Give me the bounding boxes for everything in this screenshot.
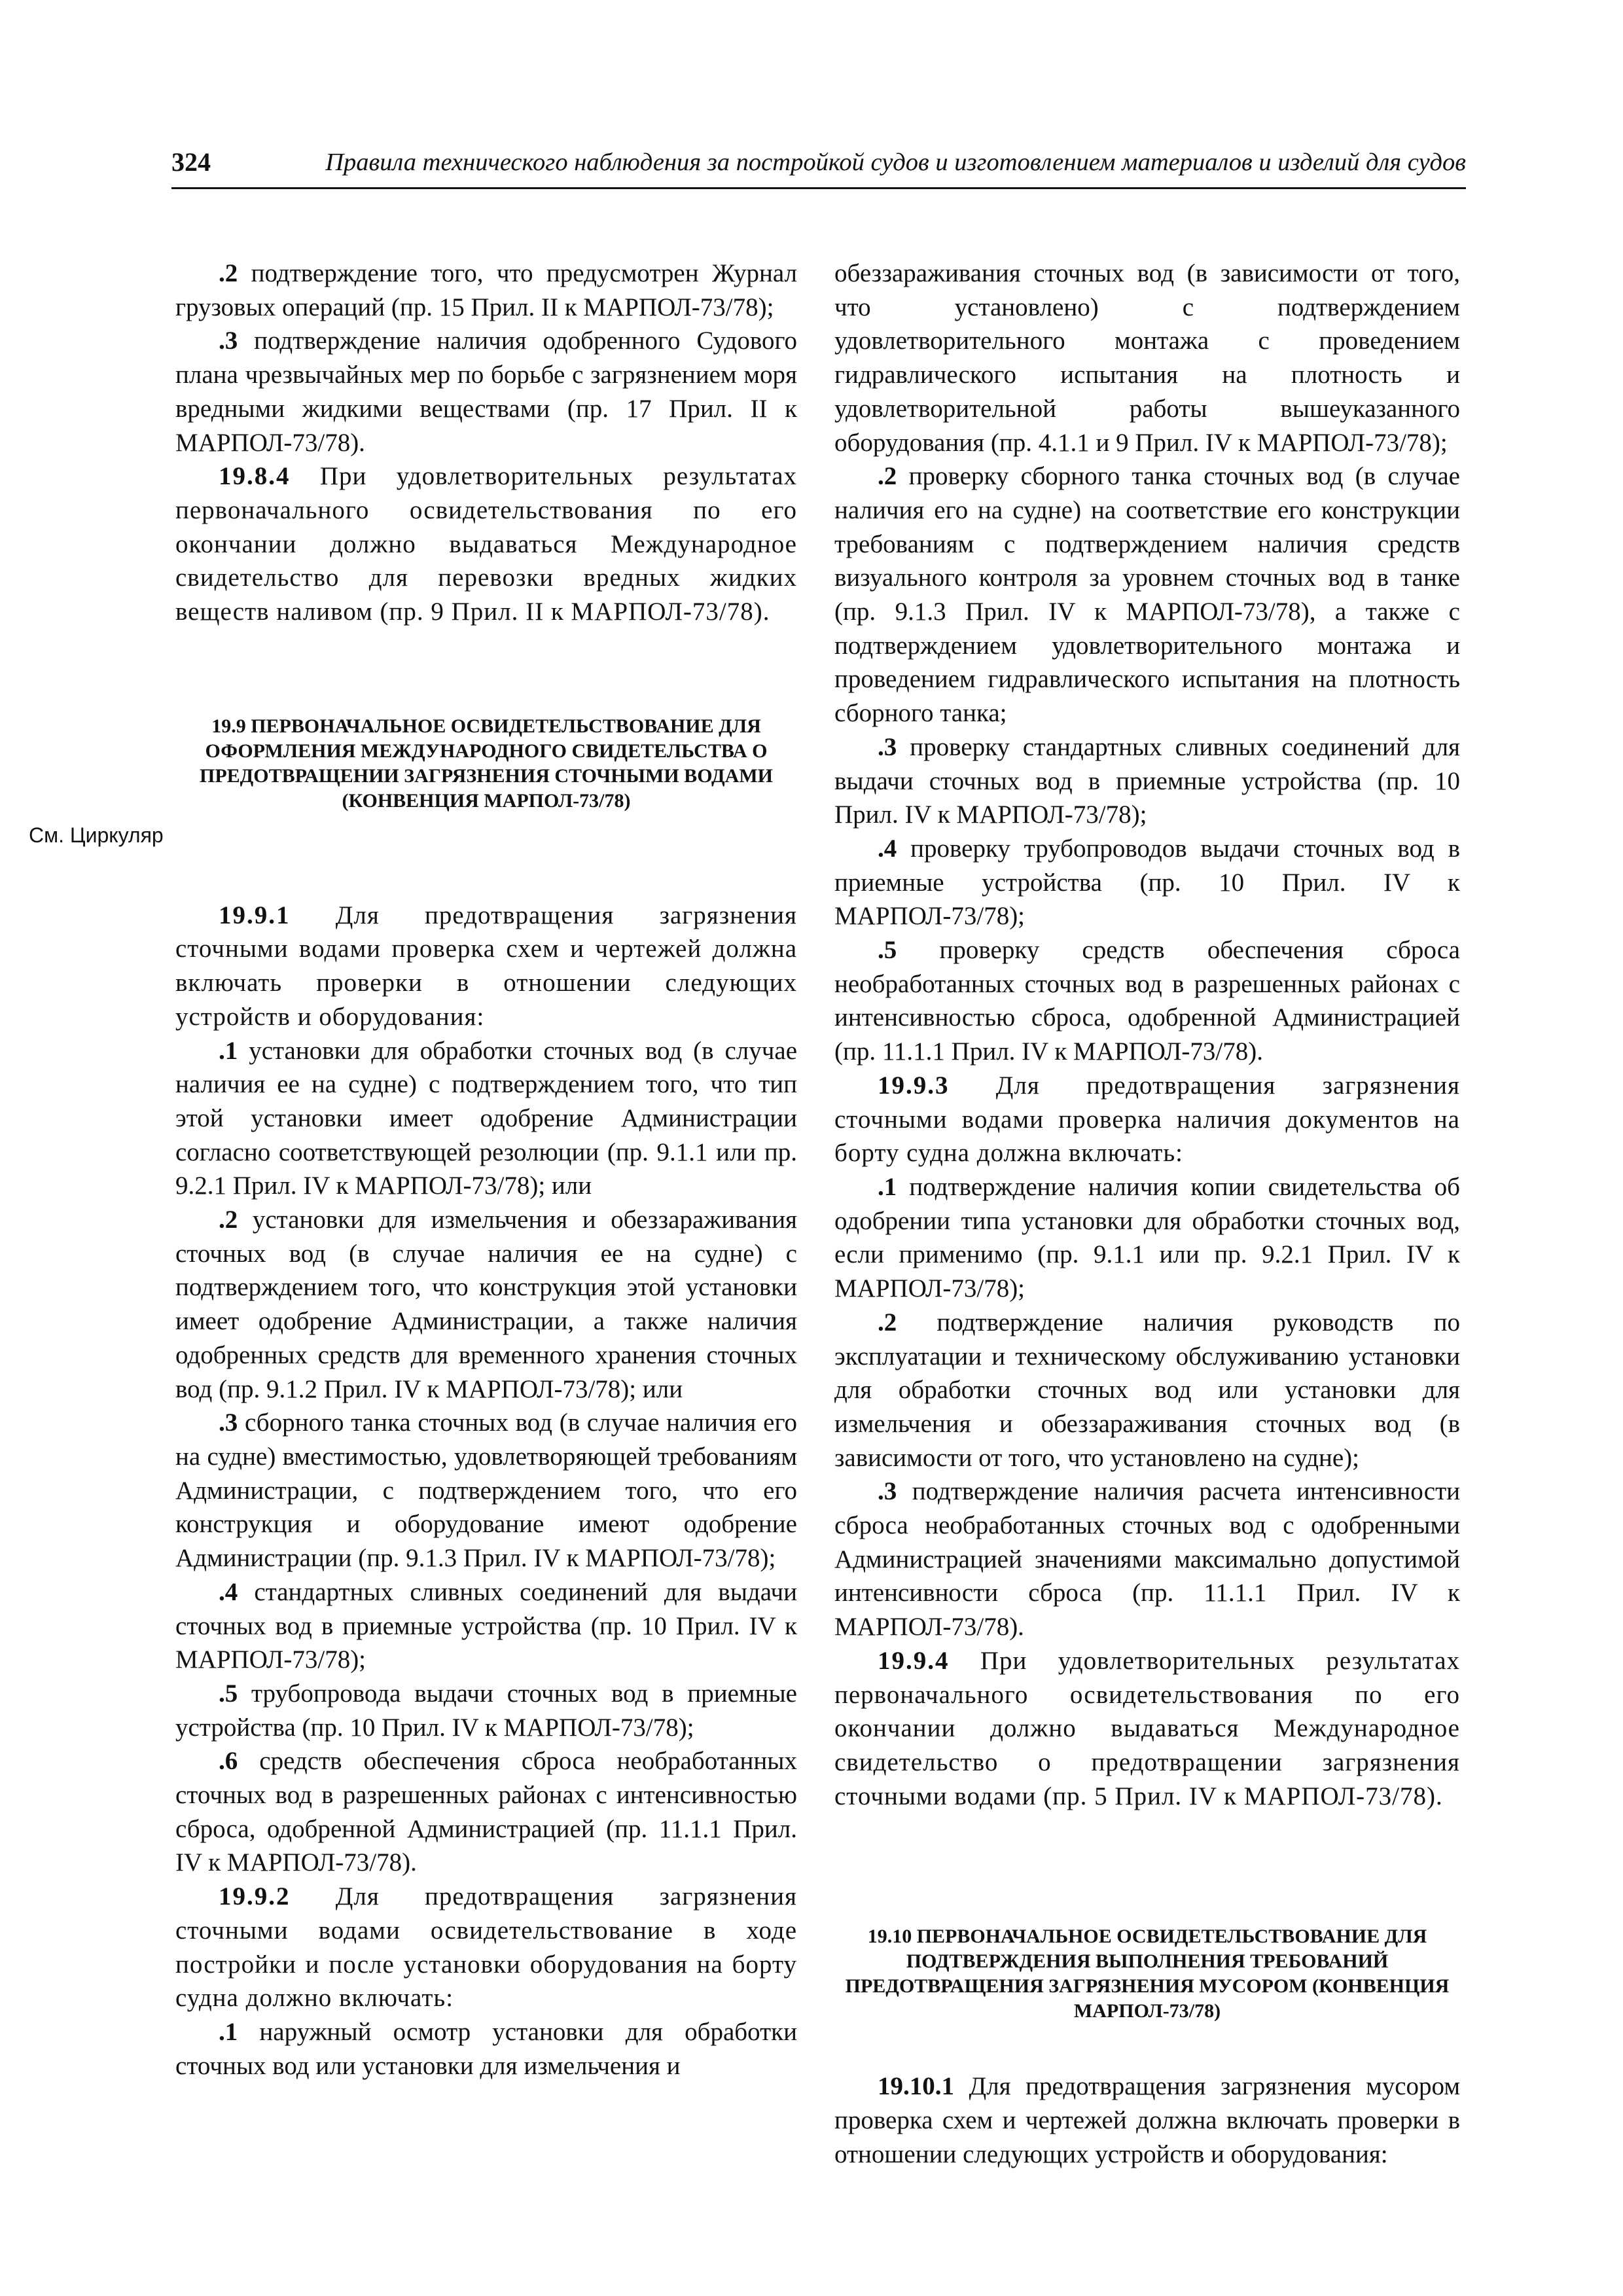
item-number: .1 bbox=[219, 1036, 238, 1065]
paragraph-text: подтверждение наличия расчета интенсивности сброса необработанных сточных вод с одобренными Администрацией значениями максимально допустимой интенсивности сброса (пр. 11.1.1 Прил. IV к МАРПОЛ-73/78). bbox=[834, 1477, 1460, 1641]
item-number: .3 bbox=[219, 1408, 238, 1437]
paragraph bbox=[175, 899, 797, 1034]
item-number: .1 bbox=[878, 1172, 897, 1201]
paragraph bbox=[175, 1034, 797, 1204]
paragraph bbox=[175, 1677, 797, 1744]
paragraph-text: подтверждение того, что предусмотрен Журнал грузовых операций (пр. 15 Прил. II к МАРПОЛ-73/78); bbox=[175, 259, 797, 321]
section-title-19-9: 19.9 ПЕРВОНАЧАЛЬНОЕ ОСВИДЕТЕЛЬСТВОВАНИЕ ДЛЯ ОФОРМЛЕНИЯ МЕЖДУНАРОДНОГО СВИДЕТЕЛЬСТВА О ПРЕДОТВРАЩЕНИИ ЗАГРЯЗНЕНИЯ СТОЧНЫМИ ВОДАМИ (КОНВЕНЦИЯ МАРПОЛ-73/78) bbox=[199, 715, 773, 812]
paragraph bbox=[834, 2070, 1460, 2171]
clause-number: 19.9.1 bbox=[219, 901, 291, 929]
item-number: .4 bbox=[878, 834, 897, 863]
paragraph-text: проверку средств обеспечения сброса необработанных сточных вод в разрешенных районах с интенсивностью сброса, одобренной Администрацией (пр. 11.1.1 Прил. IV к МАРПОЛ-73/78). bbox=[834, 936, 1460, 1066]
paragraph bbox=[175, 1406, 797, 1575]
item-number: .2 bbox=[219, 259, 238, 287]
paragraph-text: подтверждение наличия одобренного Судового плана чрезвычайных мер по борьбе с загрязнением моря вредными жидкими веществами (пр. 17 Прил. II к МАРПОЛ-73/78). bbox=[175, 327, 797, 457]
paragraph-text: Для предотвращения загрязнения мусором проверка схем и чертежей должна включать проверки в отношении следующих устройств и оборудования: bbox=[834, 2072, 1460, 2168]
item-number: .5 bbox=[878, 936, 897, 965]
paragraph-text: наружный осмотр установки для обработки сточных вод или установки для измельчения и bbox=[175, 2017, 797, 2080]
paragraph-text: установки для обработки сточных вод (в случае наличия ее на судне) с подтверждением того, что тип этой установки имеет одобрение Администрации согласно соответствующей резолюции (пр. 9.1.1 или пр. 9.2.1 Прил. IV к МАРПОЛ-73/78); или bbox=[175, 1036, 797, 1200]
paragraph-text: трубопровода выдачи сточных вод в приемные устройства (пр. 10 Прил. IV к МАРПОЛ-73/78); bbox=[175, 1679, 797, 1742]
paragraph bbox=[175, 257, 797, 324]
clause-number: 19.9.2 bbox=[219, 1882, 291, 1911]
clause-number: 19.8.4 bbox=[219, 462, 291, 491]
paragraph bbox=[834, 459, 1460, 730]
paragraph-text: подтверждение наличия копии свидетельства об одобрении типа установки для обработки сточных вод, если применимо (пр. 9.1.1 или пр. 9.2.1 Прил. IV к МАРПОЛ-73/78); bbox=[834, 1172, 1460, 1303]
paragraph-text: установки для измельчения и обеззараживания сточных вод (в случае наличия ее на судне) с подтверждением того, что конструкция этой установки имеет одобрение Администрации, а также наличия одобренных средств для временного хранения сточных вод (пр. 9.1.2 Прил. IV к МАРПОЛ-73/78); или bbox=[175, 1206, 797, 1403]
paragraph bbox=[175, 324, 797, 459]
paragraph-text: При удовлетворительных результатах первоначального освидетельствования по его окончании должно выдаваться Международное свидетельство для перевозки вредных жидких веществ наливом (пр. 9 Прил. II к МАРПОЛ-73/78). bbox=[175, 462, 797, 626]
paragraph-text: подтверждение наличия руководств по эксплуатации и техническому обслуживанию установки для обработки сточных вод или установки для измельчения и обеззараживания сточных вод (в зависимости от того, что установлено на судне); bbox=[834, 1308, 1460, 1472]
paragraph-text: Для предотвращения загрязнения сточными водами проверка схем и чертежей должна включать проверки в отношении следующих устройств и оборудования: bbox=[175, 901, 797, 1031]
running-title: Правила технического наблюдения за постройкой судов и изготовлением материалов и изделий для судов bbox=[325, 149, 1466, 176]
item-number: .2 bbox=[878, 1308, 897, 1336]
clause-number: 19.9.4 bbox=[878, 1646, 950, 1675]
paragraph bbox=[175, 1203, 797, 1406]
paragraph bbox=[834, 1170, 1460, 1306]
item-number: .1 bbox=[219, 2017, 238, 2046]
paragraph-text: средств обеспечения сброса необработанных сточных вод в разрешенных районах с интенсивностью сброса, одобренной Администрацией (пр. 11.1.1 Прил. IV к МАРПОЛ-73/78). bbox=[175, 1747, 797, 1877]
item-number: .3 bbox=[878, 1477, 897, 1506]
paragraph-text: Для предотвращения загрязнения сточными водами проверка наличия документов на борту судна должна включать: bbox=[834, 1071, 1460, 1168]
paragraph-text: сборного танка сточных вод (в случае наличия его на судне) вместимостью, удовлетворяющей требованиям Администрации, с подтверждением того, что его конструкция и оборудование имеют одобрение Администрации (пр. 9.1.3 Прил. IV к МАРПОЛ-73/78); bbox=[175, 1408, 797, 1573]
left-column bbox=[175, 257, 797, 2083]
paragraph bbox=[834, 1069, 1460, 1170]
section-title-19-10: 19.10 ПЕРВОНАЧАЛЬНОЕ ОСВИДЕТЕЛЬСТВОВАНИЕ ДЛЯ ПОДТВЕРЖДЕНИЯ ВЫПОЛНЕНИЯ ТРЕБОВАНИЙ ПРЕДОТВРАЩЕНИЯ ЗАГРЯЗНЕНИЯ МУСОРОМ (КОНВЕНЦИЯ МАРПОЛ-73/78) bbox=[845, 1926, 1450, 2022]
item-number: .5 bbox=[219, 1679, 238, 1708]
item-number: .2 bbox=[219, 1206, 238, 1234]
paragraph bbox=[175, 459, 797, 629]
paragraph bbox=[175, 1575, 797, 1677]
paragraph-text: проверку трубопроводов выдачи сточных вод в приемные устройства (пр. 10 Прил. IV к МАРПОЛ-73/78); bbox=[834, 834, 1460, 931]
paragraph-text: Для предотвращения загрязнения сточными водами освидетельствование в ходе постройки и после установки оборудования на борту судна должно включать: bbox=[175, 1882, 797, 2013]
paragraph-text: проверку стандартных сливных соединений для выдачи сточных вод в приемные устройства (пр. 10 Прил. IV к МАРПОЛ-73/78); bbox=[834, 732, 1460, 829]
item-number: .4 bbox=[219, 1577, 238, 1606]
right-column bbox=[834, 257, 1460, 2171]
paragraph bbox=[834, 1644, 1460, 1814]
paragraph-text: При удовлетворительных результатах первоначального освидетельствования по его окончании должно выдаваться Международное свидетельство о предотвращении загрязнения сточными водами (пр. 5 Прил. IV к МАРПОЛ-73/78). bbox=[834, 1646, 1460, 1810]
paragraph bbox=[834, 730, 1460, 832]
paragraph bbox=[175, 1744, 797, 1880]
item-number: .3 bbox=[878, 732, 897, 761]
paragraph bbox=[834, 832, 1460, 933]
paragraph bbox=[175, 2015, 797, 2083]
paragraph bbox=[834, 1475, 1460, 1644]
item-number: .6 bbox=[219, 1747, 238, 1776]
paragraph-text: проверку сборного танка сточных вод (в случае наличия его на судне) на соответствие его конструкции требованиям с подтверждением наличия средств визуального контроля за уровнем сточных вод в танке (пр. 9.1.3 Прил. IV к МАРПОЛ-73/78), а также с подтверждением удовлетворительного монтажа и проведением гидравлического испытания на плотность сборного танка; bbox=[834, 462, 1460, 728]
paragraph-continued: обеззараживания сточных вод (в зависимости от того, что установлено) с подтверждением удовлетворительного монтажа с проведением гидравлического испытания на плотность и удовлетворительной работы вышеуказанного оборудования (пр. 4.1.1 и 9 Прил. IV к МАРПОЛ-73/78); bbox=[834, 259, 1460, 457]
paragraph bbox=[175, 1880, 797, 2015]
clause-number: 19.10.1 bbox=[878, 2072, 954, 2101]
paragraph bbox=[834, 1306, 1460, 1475]
page-header bbox=[171, 145, 1466, 189]
paragraph bbox=[834, 933, 1460, 1069]
clause-number: 19.9.3 bbox=[878, 1071, 950, 1100]
page-number: 324 bbox=[171, 147, 211, 177]
item-number: .2 bbox=[878, 462, 897, 491]
paragraph-text: стандартных сливных соединений для выдачи сточных вод в приемные устройства (пр. 10 Прил. IV к МАРПОЛ-73/78); bbox=[175, 1577, 797, 1674]
margin-note-circular: См. Циркуляр bbox=[29, 823, 164, 847]
item-number: .3 bbox=[219, 327, 238, 355]
